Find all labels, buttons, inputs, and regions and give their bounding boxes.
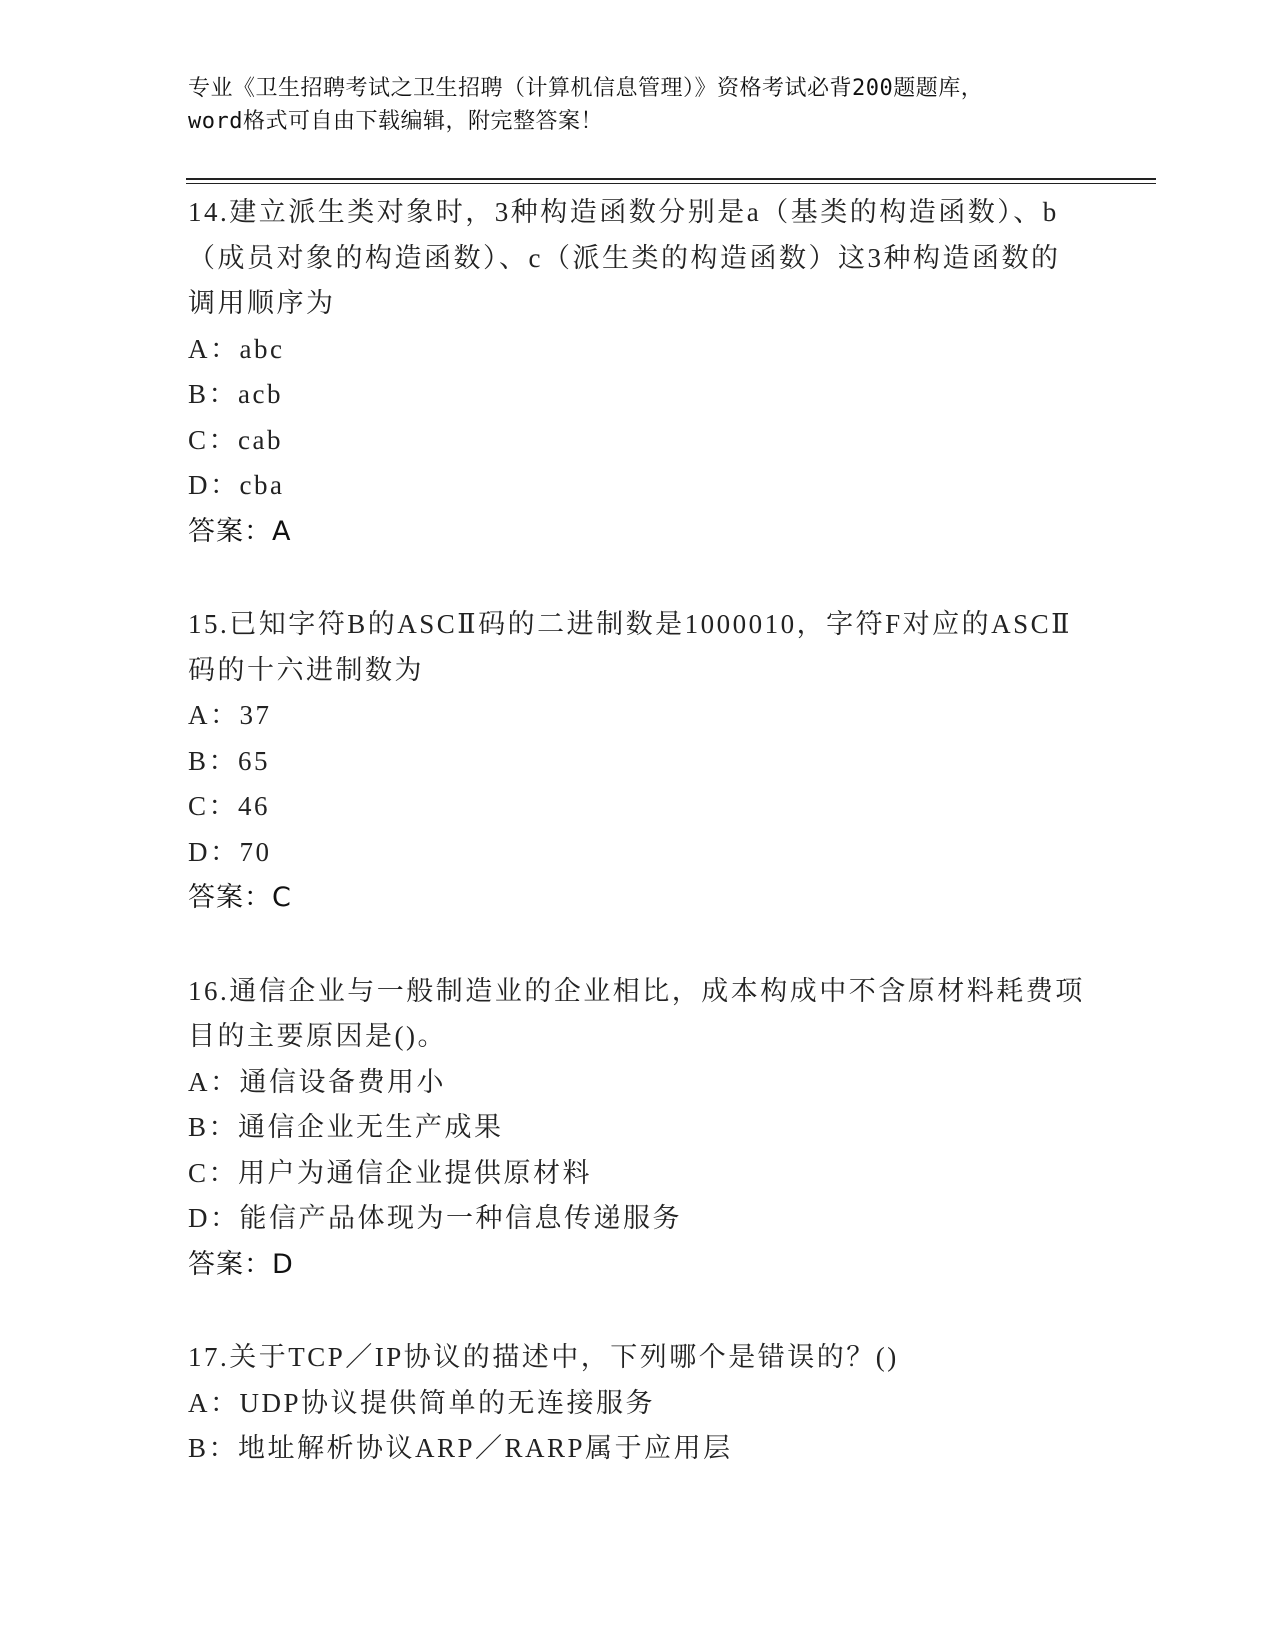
option-a: A：UDP协议提供简单的无连接服务 — [188, 1387, 656, 1418]
header-line-1: 专业《卫生招聘考试之卫生招聘（计算机信息管理）》资格考试必背200题题库， — [188, 76, 984, 101]
answer: 答案：A — [188, 515, 292, 547]
header-divider-thick — [186, 178, 1156, 180]
question-stem-line: 码的十六进制数为 — [188, 654, 424, 685]
question-14 — [188, 190, 1088, 554]
option-d: D：70 — [188, 836, 272, 867]
question-stem-line: 调用顺序为 — [188, 288, 336, 318]
answer: 答案：D — [188, 1248, 294, 1280]
option-b: B：acb — [188, 379, 283, 409]
option-d: D：cba — [188, 470, 285, 500]
header-divider-thin — [186, 183, 1156, 184]
question-stem-line: 16.通信企业与一般制造业的企业相比，成本构成中不含原材料耗费项 — [188, 975, 1085, 1006]
question-16 — [188, 969, 1088, 1288]
option-c: C：cab — [188, 424, 283, 455]
question-list — [188, 190, 1088, 1520]
option-a: A：abc — [188, 333, 285, 364]
question-stem-line: 15.已知字符B的ASCⅡ码的二进制数是1000010，字符F对应的ASCⅡ — [188, 609, 1073, 639]
question-15 — [188, 602, 1088, 921]
question-17 — [188, 1335, 1088, 1472]
option-c: C：46 — [188, 791, 271, 821]
option-b: B：通信企业无生产成果 — [188, 1112, 504, 1142]
option-a: A：通信设备费用小 — [188, 1066, 446, 1097]
question-stem-line: 17.关于TCP／IP协议的描述中，下列哪个是错误的？() — [188, 1342, 899, 1372]
option-d: D：能信产品体现为一种信息传递服务 — [188, 1203, 682, 1233]
option-b: B：65 — [188, 745, 271, 776]
question-stem-line: 目的主要原因是()。 — [188, 1021, 447, 1051]
option-b: B：地址解析协议ARP／RARP属于应用层 — [188, 1433, 733, 1463]
answer: 答案：C — [188, 882, 292, 913]
option-c: C：用户为通信企业提供原材料 — [188, 1157, 593, 1188]
option-a: A：37 — [188, 700, 272, 730]
document-header — [188, 72, 1068, 138]
header-line-2: word格式可自由下载编辑，附完整答案！ — [188, 109, 603, 134]
question-stem-line: （成员对象的构造函数）、c（派生类的构造函数）这3种构造函数的 — [188, 242, 1061, 273]
question-stem-line: 14.建立派生类对象时，3种构造函数分别是a（基类的构造函数）、b — [188, 197, 1059, 227]
